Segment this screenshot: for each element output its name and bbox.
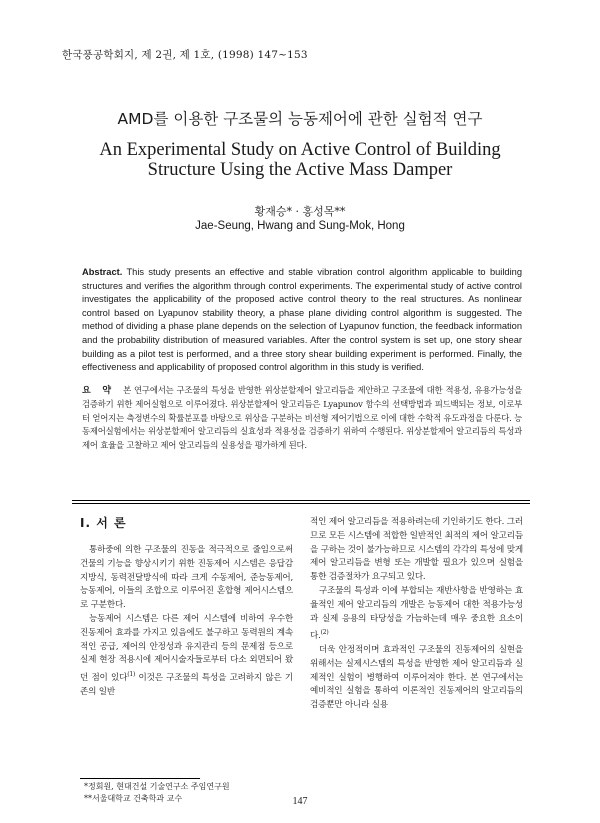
paragraph	[310, 585, 523, 644]
paragraph: 적인 제어 알고리듬을 적용하려는데 기인하기도 한다. 그러므로 모든 시스템에 적합한 일반적인 최적의 제어 알고리듬을 구하는 것이 불가능하므로 시스템의 각각의 특성에 맞게 제어 알고리듬을 변형 또는 개발할 필요가 있으며 실험을 통한 검증절차가 요구되고 있다.	[310, 517, 523, 583]
abstract-text: This study presents an effective and stable vibration control algorithm applicable to building structures and verifies the algorithm through control experiments. The experimental study of active control investigates the applicability of the proposed active control theory to the real structures. As nonlinear control based on Lyapunov stability theory, a phase plane dividing control algorithm is suggested. The method of dividing a phase plane depends on the selection of Lyapunov function, the feedback information and the probability distribution of measured variables. After the control system is set up, one story shear building as a pilot test is performed, and a three story shear building experiment is performed. Finally, the effectiveness and applicability of proposed control algorithm in this study is verified.	[82, 267, 522, 373]
body-column-right	[310, 516, 523, 713]
paragraph-text: 이것은 구조물의 특성을 고려하지 않은 기존의 일반	[80, 673, 294, 697]
page-number: 147	[292, 796, 308, 807]
footnote-author1: *정회원, 현대건설 기술연구소 주임연구원	[84, 782, 230, 791]
section-heading: I. 서 론	[80, 516, 127, 530]
footnote-rule	[80, 778, 200, 779]
citation-ref: (2)	[320, 629, 329, 637]
citation-ref: (1)	[127, 671, 136, 679]
authors-korean: 황재승* · 홍성목**	[254, 205, 346, 218]
title-en-line1: An Experimental Study on Active Control of Building	[99, 140, 501, 160]
divider-rule	[72, 503, 530, 504]
summary-text: 본 연구에서는 구조물의 특성을 반영한 위상분할제어 알고리듬을 제안하고 구조물에 대한 적용성, 유용가능성을 검증하기 위한 제어실험으로 이루어졌다. 위상분할제어 알고리듬은 Lyapunov 함수의 선택방법과 피드백되는 정보, 이로부터 얻어지는 측정변수의 확률분포를 바탕으로 위상을 구분하는 비선형 제어기법으로 이에 대한 수학적 유도과정을 다룬다. 능동제어실험에서는 위상분할제어 알고리듬의 실효성과 적용성을 검증하기 위하여 수행된다. 위상분할제어 알고리듬의 특성과 제어 효율을 고찰하고 제어 알고리듬의 실용성을 평가하게 된다.	[82, 385, 522, 450]
paper-title-english	[0, 140, 600, 180]
title-en-line2: Structure Using the Active Mass Damper	[147, 160, 453, 180]
authors-english: Jae-Seung, Hwang and Sung-Mok, Hong	[195, 220, 405, 232]
paragraph: 더욱 안정적이며 효과적인 구조물의 진동제어의 실현을 위해서는 실제시스템의 특성을 반영한 제어 알고리듬과 실제적인 실험이 병행하여 이루어져야 한다. 본 연구에서는 예비적인 실험을 통하여 이론적인 진동제어의 알고리듬의 검증뿐만 아니라 실용	[310, 645, 523, 711]
paper-title-korean: AMD를 이용한 구조물의 능동제어에 관한 실험적 연구	[117, 110, 483, 128]
paragraph	[80, 613, 293, 700]
body-column-left	[80, 544, 293, 700]
paragraph: 통하중에 의한 구조물의 진동을 적극적으로 줄임으로써 건물의 기능을 향상시키기 위한 진동제어 시스템은 응답감지방식, 동력전달방식에 따라 크게 수동제어, 준능동제어, 능동제어, 이들의 조합으로 이루어진 혼합형 제어시스템으로 구분한다.	[80, 545, 293, 611]
paragraph-text: 능동제어 시스템은 다른 제어 시스템에 비하여 우수한 진동제어 효과를 가지고 있음에도 불구하고 동력원의 계속적인 공급, 제어의 안정성과 유지관리 등의 문제점 등으로 실제 현장 적용시에 제어시술자들로부터 다소 외면되어 왔던 점이 있다	[80, 613, 293, 684]
abstract	[82, 266, 522, 375]
summary-label: 요 약	[82, 386, 116, 396]
paragraph-text: 구조물의 특성과 이에 부합되는 재반사항을 반영하는 효율적인 제어 알고리듬의 개발은 능동제어 대한 적용가능성과 실제 응용의 타당성을 가늠하는데 매우 중요한 요소이다.	[310, 585, 523, 642]
korean-summary	[82, 384, 522, 452]
journal-citation: 한국풍공학회지, 제 2권, 제 1호, (1998) 147~153	[62, 49, 308, 61]
divider-rule	[72, 500, 530, 501]
footnote-author2: **서울대학교 건축학과 교수	[84, 794, 183, 803]
abstract-label: Abstract.	[82, 267, 123, 277]
